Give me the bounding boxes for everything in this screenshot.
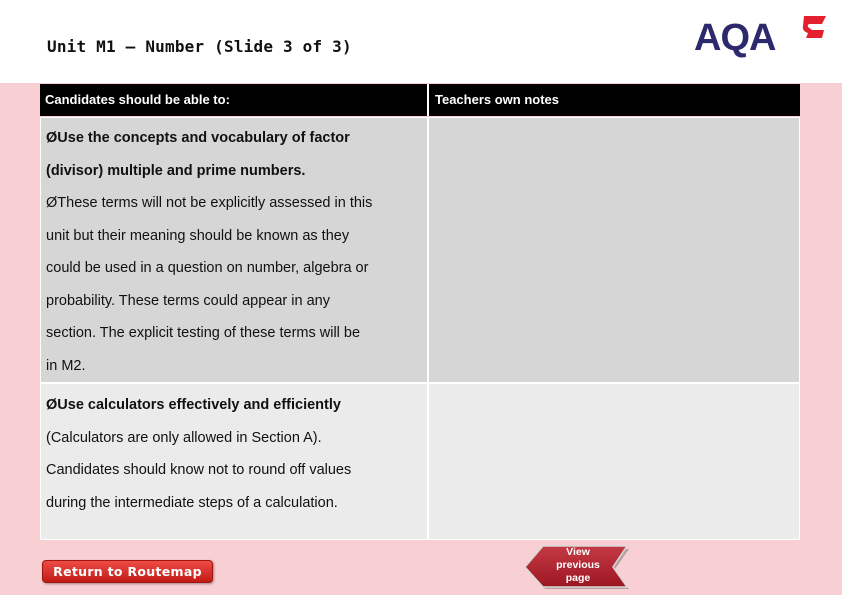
row-1-notes: [428, 117, 800, 383]
slide-header: [0, 0, 842, 83]
bullet-marker: Ø: [46, 195, 58, 211]
bullet-marker: Ø: [46, 397, 58, 413]
aqa-swoosh-icon: [798, 14, 828, 44]
bullet-marker: Ø: [46, 130, 58, 146]
row-2-content: [40, 383, 428, 540]
text-line: ØUse the concepts and vocabulary of factor: [46, 130, 350, 146]
aqa-logo: [694, 14, 828, 60]
text-line: during the intermediate steps of a calculation.: [46, 494, 338, 511]
text-line: (divisor) multiple and prime numbers.: [46, 162, 306, 179]
text-line: ØThese terms will not be explicitly assessed in this: [46, 195, 373, 211]
text-line: unit but their meaning should be known as they: [46, 227, 350, 244]
view-previous-page-button[interactable]: [523, 544, 631, 590]
row-1-content: [40, 117, 428, 383]
content-table: [38, 83, 800, 540]
slide-title: Unit M1 – Number (Slide 3 of 3): [47, 37, 352, 56]
text-line: Candidates should know not to round off values: [46, 462, 352, 478]
header-teacher-notes: Teachers own notes: [427, 84, 800, 116]
view-previous-label: View previous page: [556, 546, 600, 584]
text-line: could be used in a question on number, algebra or: [46, 260, 369, 276]
row-1-text: [46, 122, 426, 382]
text-line: section. The explicit testing of these terms will be: [46, 325, 361, 341]
text-line: ØUse calculators effectively and efficiently: [46, 397, 341, 413]
text-line: (Calculators are only allowed in Section A).: [46, 429, 322, 446]
text-line: probability. These terms could appear in any: [46, 292, 330, 309]
header-candidates: Candidates should be able to:: [40, 84, 427, 116]
return-to-routemap-button[interactable]: Return to Routemap: [42, 560, 213, 583]
aqa-logo-text: AQA: [694, 17, 776, 59]
row-2-text: [46, 389, 426, 519]
row-2-notes: [428, 383, 800, 540]
text-line: in M2.: [46, 357, 86, 374]
